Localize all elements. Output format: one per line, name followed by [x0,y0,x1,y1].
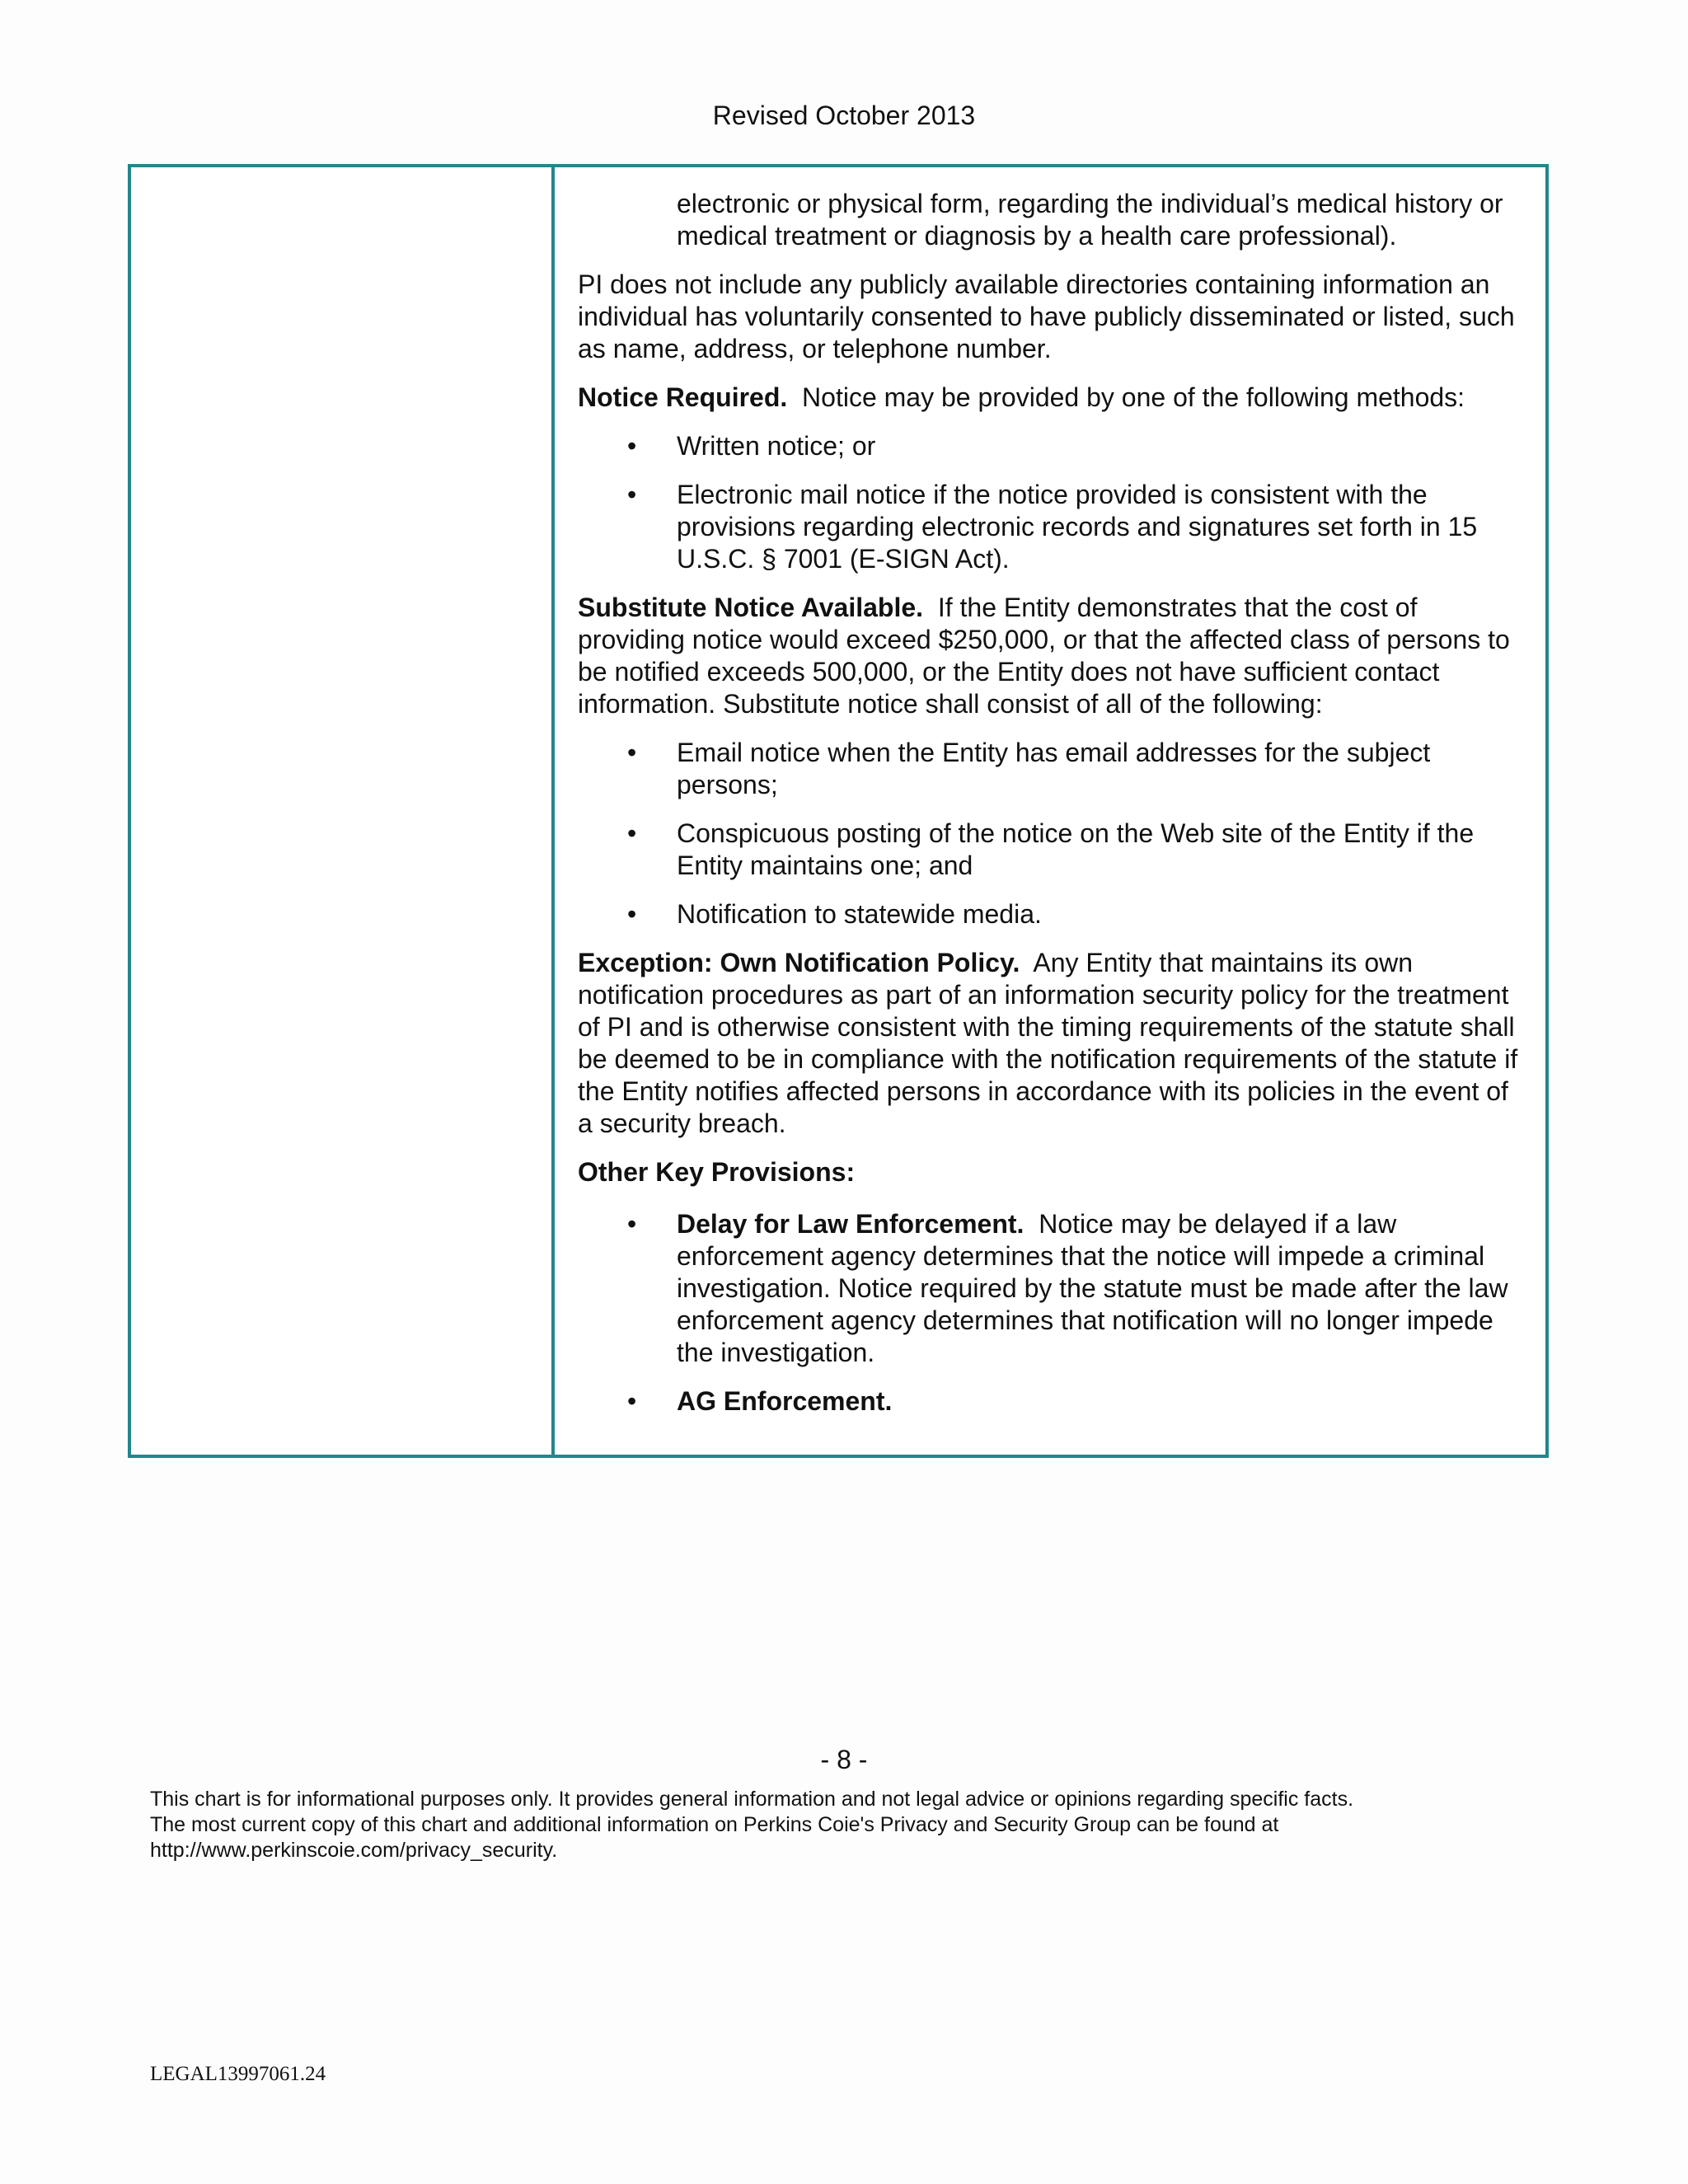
exception-heading: Exception: Own Notification Policy. [578,948,1020,977]
exception-paragraph [578,947,1526,1140]
exception-text: Any Entity that maintains its own notification procedures as part of an information security policy for the treatment of PI and is otherwise consistent with the timing requirements of the statute shall be deemed to be in compliance with the notification requirements of the statute if the Entity notifies affected persons in accordance with its policies in the event of a security breach. [578,948,1518,1138]
notice-required-text: Notice may be provided by one of the following methods: [802,382,1465,412]
list-item-text: Written notice; or [677,431,876,461]
substitute-notice-text: If the Entity demonstrates that the cost of providing notice would exceed $250,000, or that the affected class of persons to be notified exceeds 500,000, or the Entity does not have sufficient contact information. Substitute notice shall consist of all of the following: [578,593,1510,719]
list-item-text: Conspicuous posting of the notice on the Web site of the Entity if the Entity maintains one; and [677,818,1475,880]
substitute-notice-heading: Substitute Notice Available. [578,593,924,622]
document-id: LEGAL13997061.24 [150,2063,326,2085]
list-item [578,818,1526,882]
other-provisions-list [578,1208,1526,1418]
list-item-text: Notification to statewide media. [677,899,1042,929]
substitute-notice-paragraph [578,592,1526,720]
bullet-icon: • [627,431,637,461]
continued-definition: electronic or physical form, regarding the individual’s medical history or medical treatment or diagnosis by a health care professional). [677,189,1503,251]
list-item [578,430,1526,462]
disclaimer-line: The most current copy of this chart and additional information on Perkins Coie's Privacy and Security Group can be found at [150,1813,1279,1836]
list-item-heading: Delay for Law Enforcement. [677,1209,1025,1239]
disclaimer-line: This chart is for informational purposes only. It provides general information and not legal advice or opinions regarding specific facts. [150,1788,1354,1811]
list-item [578,479,1526,575]
list-item [578,898,1526,930]
notice-required-heading: Notice Required. [578,382,788,412]
list-item [578,737,1526,801]
page-number: - 8 - [820,1745,868,1774]
list-item-heading: AG Enforcement. [677,1386,893,1416]
revision-date: Revised October 2013 [712,101,976,130]
bullet-icon: • [627,899,637,929]
pi-exclusion: PI does not include any publicly available directories containing information an individual has voluntarily consented to have publicly disseminated or listed, such as name, address, or telephone number. [578,269,1515,363]
disclaimer [150,1787,1617,1863]
bullet-icon: • [627,1386,637,1416]
list-item [578,1385,1526,1418]
provisions-cell [558,167,1545,1455]
substitute-notice-list [578,737,1526,930]
bullet-icon: • [627,1209,637,1239]
notice-methods-list [578,430,1526,575]
bullet-icon: • [627,480,637,509]
other-provisions-heading: Other Key Provisions: [578,1157,856,1187]
list-item [578,1208,1526,1369]
list-item-text: Notice may be delayed if a law enforcement agency determines that the notice will impede a criminal investigation. Notice required by the statute must be made after the law enforcement agency determines that notification will no longer impede the investigation. [677,1209,1508,1367]
notice-required-paragraph [578,382,1526,414]
disclaimer-line: http://www.perkinscoie.com/privacy_security. [150,1839,558,1862]
law-table [128,164,1549,1458]
bullet-icon: • [627,738,637,767]
state-column-cell [131,167,555,1455]
other-provisions-paragraph [578,1156,1526,1188]
list-item-text: Electronic mail notice if the notice provided is consistent with the provisions regarding electronic records and signatures set forth in 15 U.S.C. § 7001 (E-SIGN Act). [677,480,1478,574]
list-item-text: Email notice when the Entity has email addresses for the subject persons; [677,738,1431,799]
bullet-icon: • [627,818,637,848]
